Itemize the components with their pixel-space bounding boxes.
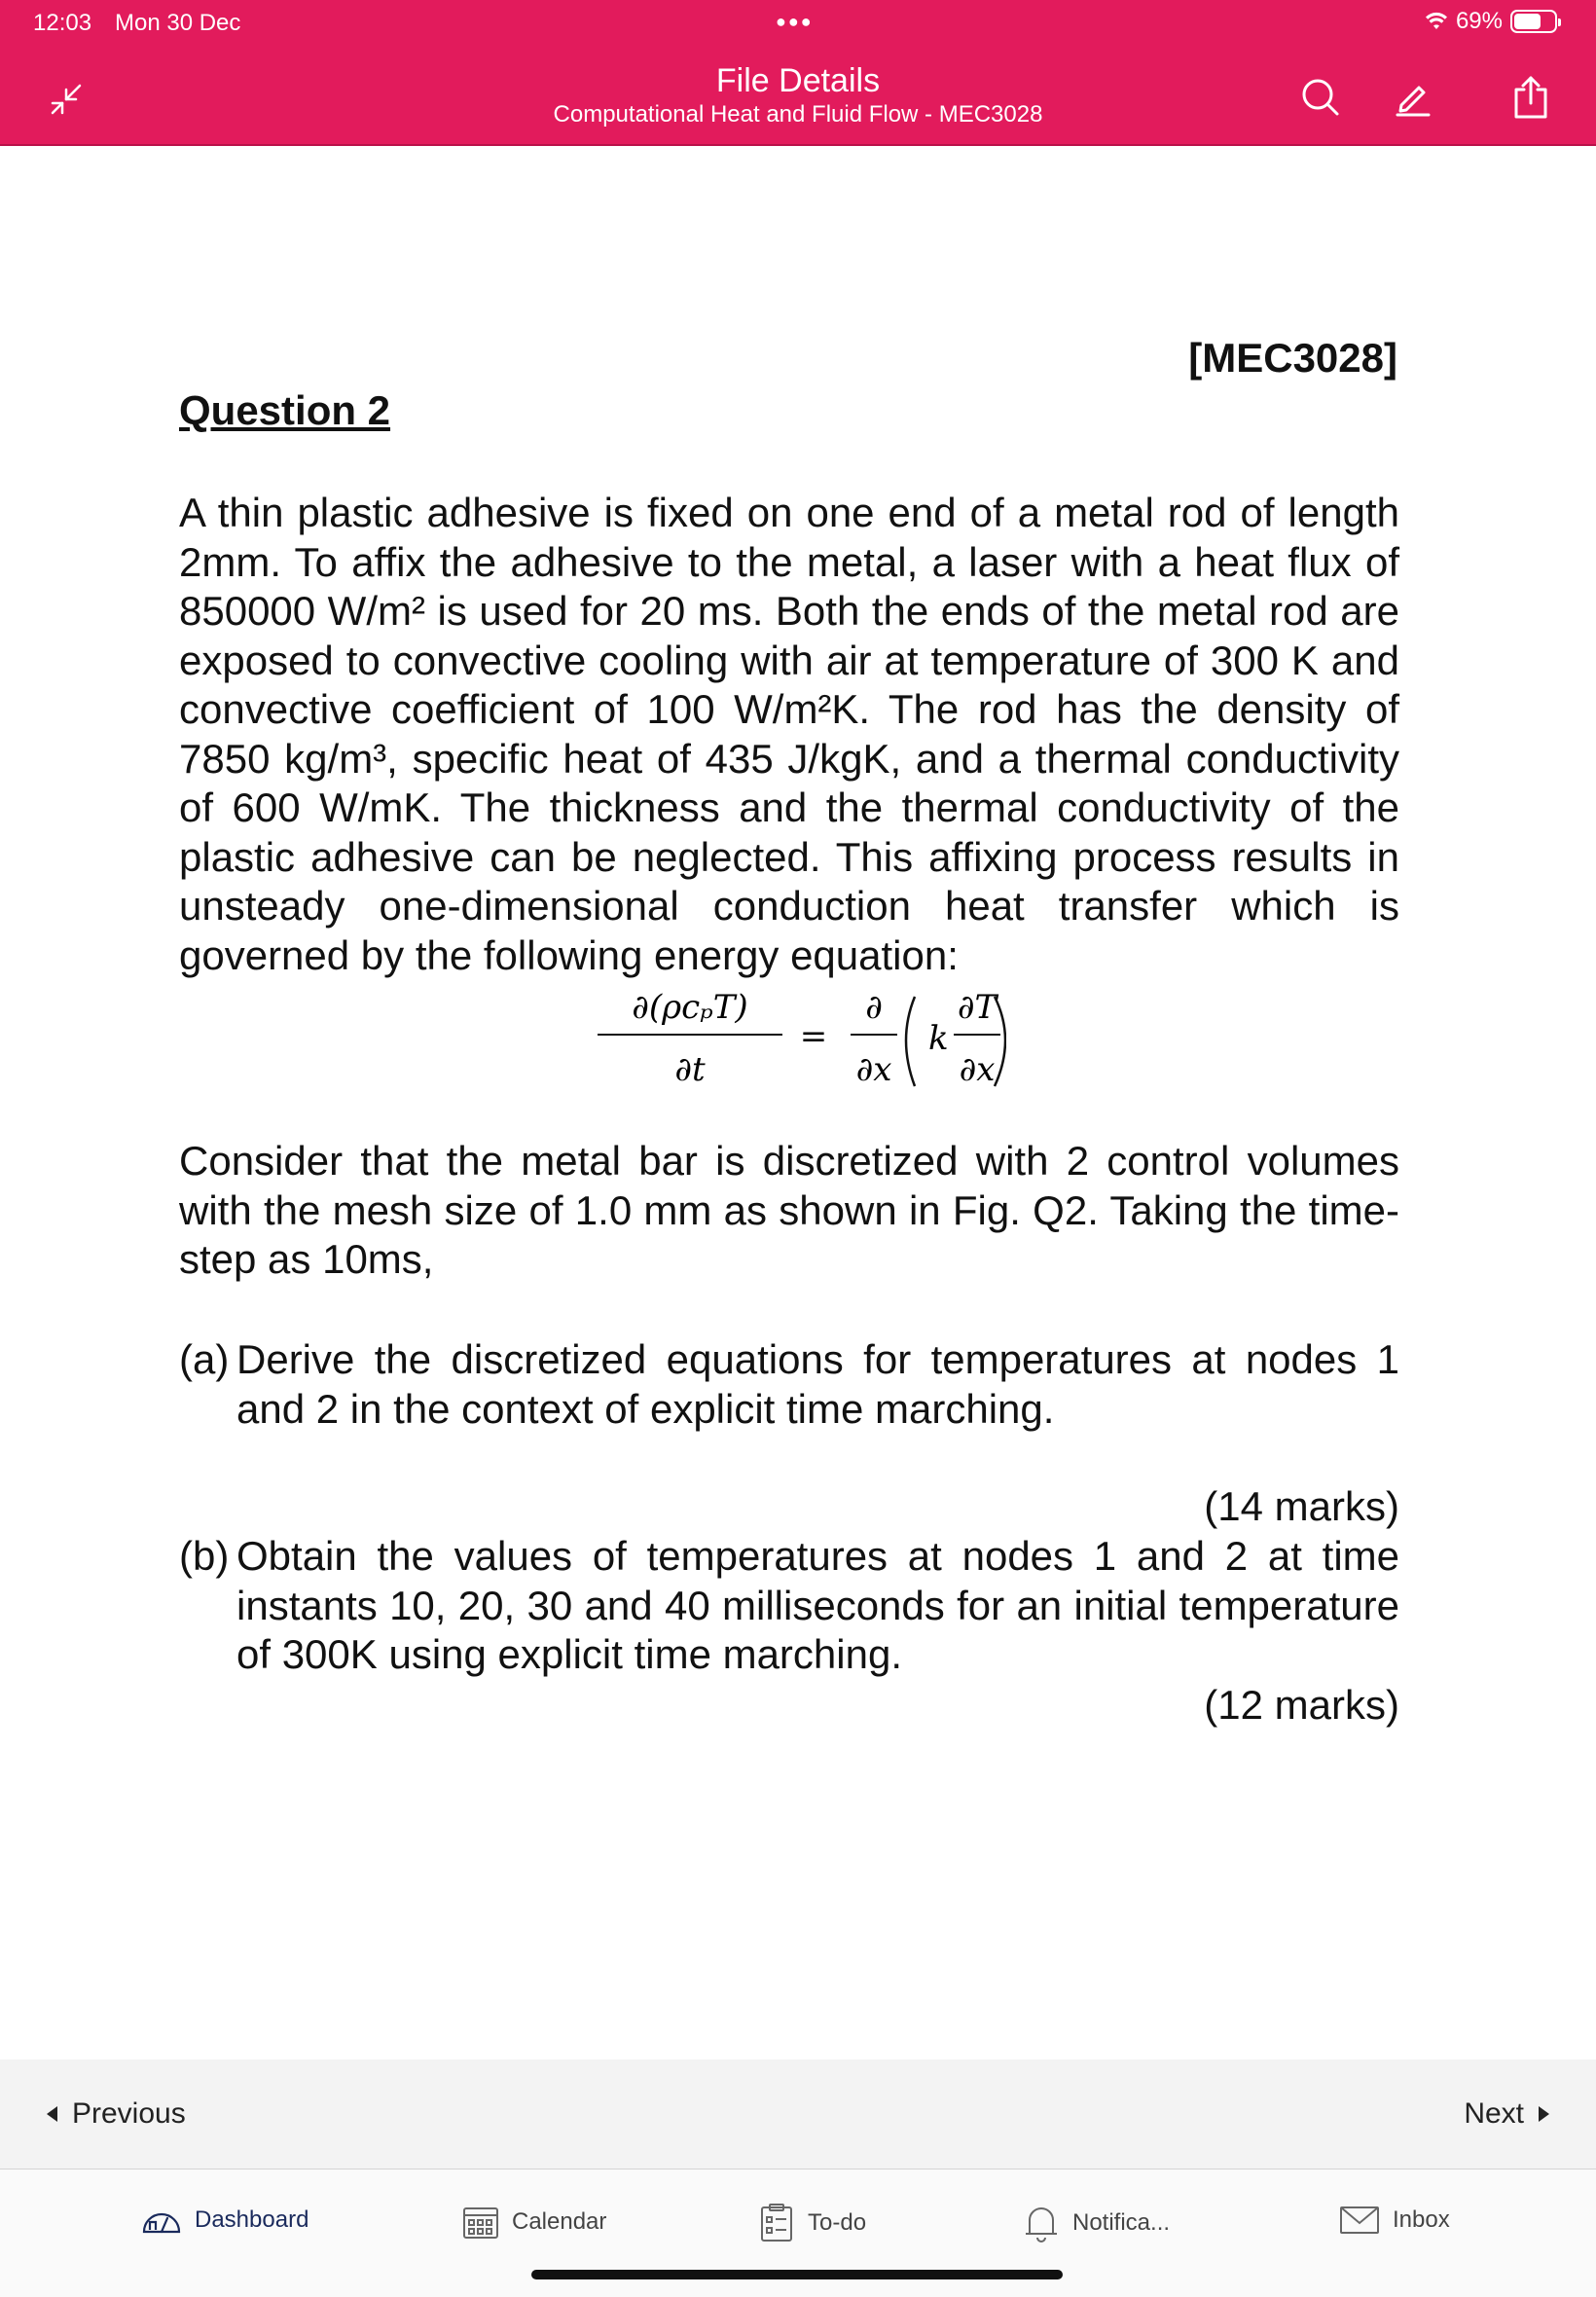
part-a-label: (a): [179, 1336, 230, 1382]
share-icon: [1509, 74, 1552, 121]
tab-inbox-label: Inbox: [1393, 2206, 1450, 2233]
status-indicators: [1425, 8, 1557, 35]
dashboard-icon: [140, 2203, 183, 2238]
battery-icon: [1510, 10, 1557, 33]
tab-todo[interactable]: [757, 2203, 866, 2243]
tab-notifications[interactable]: [1022, 2203, 1170, 2243]
page-navigation: [0, 2060, 1596, 2169]
tab-inbox[interactable]: [1338, 2203, 1450, 2238]
battery-percent: 69%: [1455, 8, 1503, 34]
caret-left-icon: [45, 2105, 58, 2123]
inbox-icon: [1338, 2203, 1381, 2238]
tab-calendar[interactable]: [461, 2203, 606, 2242]
document-viewer[interactable]: [0, 146, 1596, 2060]
part-b-marks: (12 marks): [1204, 1682, 1399, 1728]
share-button[interactable]: [1504, 70, 1558, 125]
course-code: [MEC3028]: [1188, 335, 1397, 381]
search-icon: [1298, 76, 1341, 119]
multitasking-dots[interactable]: ●●●: [776, 12, 814, 31]
part-b-text: Obtain the values of temperatures at nodes 1 and 2 at time instants 10, 20, 30 and 40 milliseconds for an initial temperature of 300K using explicit time marching.: [236, 1533, 1399, 1677]
wifi-icon: [1425, 12, 1448, 31]
app-header: [0, 0, 1596, 146]
energy-equation: [588, 979, 1006, 1106]
tab-calendar-label: Calendar: [512, 2208, 607, 2235]
status-date: Mon 30 Dec: [115, 10, 241, 36]
eq-lhs-numerator: ∂(ρcₚT): [632, 988, 748, 1027]
home-indicator[interactable]: [531, 2270, 1063, 2279]
previous-label: Previous: [72, 2097, 186, 2130]
todo-icon: [757, 2203, 796, 2243]
calendar-icon: [461, 2203, 500, 2242]
annotate-button[interactable]: [1386, 70, 1440, 125]
question-title: Question 2: [179, 387, 391, 433]
eq-rhs-denominator: ∂x: [855, 1050, 892, 1089]
caret-right-icon: [1538, 2105, 1551, 2123]
question-paragraph-2: Consider that the metal bar is discretized with 2 control volumes with the mesh size of 1.0 mm as shown in Fig. Q2. Taking the time-step as 10ms,: [179, 1138, 1399, 1282]
tab-notifications-label: Notifica...: [1072, 2209, 1171, 2236]
part-a-marks: (14 marks): [1204, 1483, 1399, 1529]
tab-dashboard-label: Dashboard: [195, 2206, 309, 2233]
previous-button[interactable]: [45, 2060, 186, 2169]
part-b-label: (b): [179, 1533, 230, 1579]
pencil-icon: [1392, 76, 1434, 119]
eq-equals: =: [799, 1017, 828, 1056]
battery-level: [1514, 14, 1541, 29]
search-button[interactable]: [1292, 70, 1347, 125]
bell-icon: [1022, 2203, 1061, 2243]
next-label: Next: [1464, 2097, 1524, 2130]
next-button[interactable]: [1464, 2060, 1551, 2169]
eq-left-paren: [906, 997, 915, 1086]
eq-inner-numerator: ∂T: [957, 988, 998, 1027]
eq-conductivity: k: [928, 1019, 949, 1058]
tab-dashboard[interactable]: [140, 2203, 308, 2238]
status-time: 12:03: [33, 10, 92, 36]
page-subtitle: Computational Heat and Fluid Flow - MEC3028: [553, 101, 1043, 128]
question-paragraph-1: A thin plastic adhesive is fixed on one end of a metal rod of length 2mm. To affix the adhesive to the metal, a laser with a heat flux of 850000 W/m² is used for 20 ms. Both the ends of the metal rod are exposed to convective cooling with air at temperature of 300 K and convective coefficient of 100 W/m²K. The rod has the density of 7850 kg/m³, specific heat of 435 J/kgK, and a thermal conductivity of 600 W/mK. The thickness and the thermal conductivity of the plastic adhesive can be neglected. This affixing process results in unsteady one-dimensional conduction heat transfer which is governed by the following energy equation:: [179, 490, 1399, 978]
tab-todo-label: To-do: [808, 2209, 867, 2236]
eq-rhs-numerator: ∂: [865, 988, 883, 1027]
part-a-text: Derive the discretized equations for temperatures at nodes 1 and 2 in the context of explicit time marching.: [236, 1336, 1399, 1432]
eq-inner-denominator: ∂x: [959, 1050, 996, 1089]
eq-lhs-denominator: ∂t: [674, 1050, 706, 1089]
page-title: File Details: [715, 62, 881, 99]
